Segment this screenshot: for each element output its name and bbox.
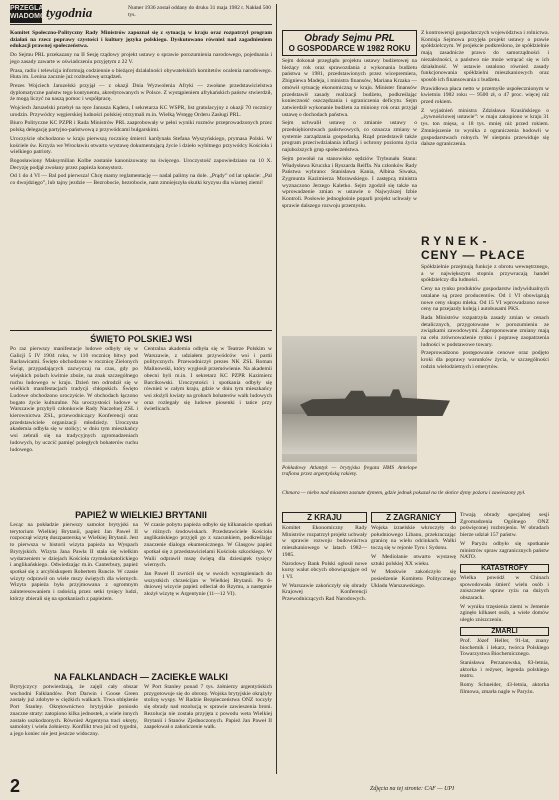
article-paragraph: Komitet Ekonomiczny Rady Ministrów rozpatrzył projekt uchwały w sprawie rozwoju budownictwa mieszkaniowego w latach 1982—1985. xyxy=(282,525,367,558)
article-paragraph: Narodowy Bank Polski ogłosił nowe kursy walut obcych obowiązujące od 1 VI. xyxy=(282,560,367,580)
article-paragraph: Lecąc na pokładzie pierwszy samolot brytyjski na terytorium Wielkiej Brytanii, papież Jan Paweł II rozpoczął wizytę duszpasterską w Wielkiej Brytanii. Jest to pierwsza w historii wizyta papieża na Wyspach Brytyjskich. Wizyta Jana Pawła II stała się wielkim wydarzeniem w dziejach Kościoła rzymskokatolickiego i anglikańskiego. Odwiedzając m.in. Canterbury, papież spotkał się z arcybiskupem Robertem Runcie. W czasie wizyty odprawił on wiele mszy świętych dla wiernych. Wizyta papieża była przyjmowana z ogromnym zainteresowaniem i radością przez setki tysięcy ludzi, którzy zbierali się na spotkaniach z papieżem. xyxy=(10,522,138,602)
article-paragraph: W Moskwie zakończyło się posiedzenie Komitetu Politycznego Układu Warszawskiego. xyxy=(371,569,456,589)
article-paragraph: Sejm powołał na stanowisko sędziów Trybunału Stanu: Władysława Kruczka i Ryszarda Reiffa. Na członków Rady Państwa wybrano: Stanisława Kania, Albina Siwaka, Zygmunta Kazimierza Morawskiego. I zastępcą ministra wyznaczono Jerzego Kaletko. Sejm zgodził się także na wprowadzenie zmian w ustawie o Najwyższej Izbie Kontroli. Posłowie jednogłośnie poparli projekt uchwały w sprawie dalszego rozwoju przemysłu. xyxy=(282,155,417,209)
article-paragraph: Z kontrowersji gospodarczych województwa i rolnictwa. Komisja Sejmowa przyjęła projekt ustawy o prawie spółdzielczym. W projekcie podkreślono, że spółdzielnie mają zasadnicze prawo do samorządności i niezależności, a państwo nie może wtrącać się w ich działalność. W ustawie ustalono również zasady funkcjonowania spółdzielni mieszkaniowych oraz sposób ich finansowania z budżetu. xyxy=(421,30,549,83)
news-item: Do Sejmu PRL przekazany na II Sesję rządowy projekt ustawy o sprawie porozumienia narodowego, pojednania i jego zasady zawarte w oświadczeniu przyjętym z 22 V. xyxy=(10,52,272,65)
article-paragraph: Przeprowadzono postępowanie cenowe oraz podjęto kroki dla poprawy warunków życia, w szczególności rodzin wielodzietnych i emerytów. xyxy=(421,350,549,370)
article-title-box xyxy=(282,30,417,56)
article-wsi xyxy=(10,334,272,453)
news-item: Prasa, radio i telewizja informują codziennie o bieżącej działalności obywatelskich komitetów ocalenia narodowego. Huta im. Lenina zacznie już rozbudowę urządzeń. xyxy=(10,67,272,81)
article-title: PAPIEŻ W WIELKIEJ BRYTANII xyxy=(75,510,207,520)
article-paragraph: Trwają obrady specjalnej sesji Zgromadzenia Ogólnego ONZ poświęconej rozbrojeniu. W obradach bierze udział 157 państw. xyxy=(460,512,549,539)
article-paragraph: Romy Schneider, 43-letnia, aktorka filmowa, zmarła nagle w Paryżu. xyxy=(460,682,549,695)
article-paragraph: Po raz pierwszy manifestacje ludowe odbyły się w Galicji 5 IV 1904 roku, w 110 rocznicę bitwy pod Racławicami. Święto obchodzone w rocznicę Zielonych Świąt, przypadających zazwyczaj na czas, gdy po wiejskich polach kwitnie zboże, na znak szczególnego ruchu ludowego w kraju. Dzień ten odrodził się w wielkich manifestacjach tradycji chłopskich. Święto Ludowe obchodzono uroczyście. W obchodach łączono bogato życie kulturalne. Na uroczystości ludowe w Warszawie przybyli członkowie Rady Naczelnej ZSL i kierownictwa ZSL, przewodniczący Konferencji oraz przedstawiciele organizacji młodzieży. Uroczysta akademia odbyła się w stolicy; w dniu tym mieszkańcy wsi zebrali się na tradycyjnych zgromadzeniach ludowych, by uczcić pamięć poległych bohaterów ruchu ludowego. xyxy=(10,346,138,453)
article-paragraph: Sejm uchwalił ustawę o zmianie ustawy o przedsiębiorstwach państwowych, co oznacza zmiany w systemie zarządzania gospodarką. Rząd przedstawił także program przeciwdziałania inflacji i ochrony poziomu życia najuboższych grup społeczeństwa. xyxy=(282,120,417,154)
article-paragraph: Centralna akademia odbyła się w Teatrze Polskim w Warszawie, z udziałem przywódców wsi i partii politycznych. Przewodniczył prezes NK ZSL Roman Malinowski, który wygłosił przemówienie. Na akademii obecni byli m.in. I sekretarz KC PZPR Kazimierz Barcikowski. Uroczystości i spotkania odbyły się również w całym kraju, gdzie w dniu tym mieszkańcy wsi złożyli kwiaty na grobach bohaterów walk ludowych oraz rozlegały się ludowe piosenki i tańce przy świetlicach. xyxy=(144,346,272,413)
right-bottom-column xyxy=(460,512,549,774)
article-title: CENY — PŁACE xyxy=(421,248,526,262)
article-title: RYNEK- xyxy=(421,234,491,248)
logo: PRZEGLĄD WIADOMOŚCI xyxy=(10,4,42,23)
article-title: ŚWIĘTO POLSKIEJ WSI xyxy=(90,334,192,344)
page-number: 2 xyxy=(10,776,21,796)
article-paragraph: W Mediolanie otwarto wystawę sztuki polskiej XX wieku. xyxy=(371,553,456,567)
article-subtitle: O GOSPODARCE W 1982 ROKU xyxy=(288,44,411,53)
article-paragraph: W czasie pobytu papieża odbyło się kilkanaście spotkań w różnych środowiskach. Przedstawiciele Kościoła anglikańskiego przyjęli go z szacunkiem, podkreślając znaczenie dialogu ekumenicznego. W Glasgow papież spotkał się z przedstawicielami Kościoła szkockiego. W Walii odprawił mszę świętą dla dziesiątek tysięcy wiernych. xyxy=(144,522,272,569)
article-paragraph: Sejm dokonał przeglądu projektu ustawy budżetowej na bieżący rok oraz sprawozdania z wykonania budżetu państwa w 1981, przedstawionych przez wicepremiera, Zbigniewa Madeja, i ministra finansów, Mariana Krzaka — omówił sytuację ekonomiczną w kraju. Minister finansów przedstawił zasady realizacji budżetu, podkreślając konieczność oszczędzania i ograniczenia deficytu. Sejm zatwierdził wykonanie budżetu za miniony rok oraz przyjął ustawę o dochodach państwa. xyxy=(282,58,417,118)
right-column xyxy=(421,30,549,230)
photo-credit: Zdjęcia na tej stronie: CAF — UPI xyxy=(370,786,455,792)
article-title: Z KRAJU xyxy=(282,512,367,523)
article-paragraph: Brytyjczycy potwierdzają, że zajęli cały obszar wschodni Falklandów. Port Darwin i Goose Green zostały już zdobyte w ciężkich walkach. Trwa oblężenie Port Stanley. Okrętownictwo brytyjskie poniosło znaczne straty: zatopiono kilka jednostek, a wiele innych zostało uszkodzonych. Również Argentyna traci okręty, samoloty i wielu żołnierzy. Konflikt trwa już od tygodni, a jego koniec nie jest jeszcze widoczny. xyxy=(10,684,138,737)
news-item: Od 1 do 4 VI — Bal pod pierwsza! Chcę mamy reglamentację — nadal palimy na dole. „Prądy” od lat upłacie: „Pal co dwojdzięgo”, lub tajny jezdzie — Bezrobocie, bezrobocie, nam zmniejszyła skutki kryzysu dla wiarnej ziemi! xyxy=(10,173,272,187)
article-paragraph: Prawidłowa płaca netto w przemyśle uspołecznionym w kwietniu 1982 roku — 9500 zł, o 47 proc. więcej niż przed rokiem. xyxy=(421,85,549,106)
article-paragraph: Ceny na rynku produktów gospodarstw indywidualnych ustalane są przez producentów. Od 1 VI obowiązują nowe ceny skupu mleka. Od 15 VI wprowadzono nowe ceny na przejazdy koleją i autobusami PKS. xyxy=(421,286,549,313)
news-item: Bogosławiony Maksymilian Kolbe zostanie kanonizowany na święcego. Uroczystość zapowiedziano na 10 X. Decyzję podjął zwołany przez papieża konsystorz. xyxy=(10,157,272,171)
article-obrady xyxy=(282,30,417,330)
article-paragraph: W wyniku trzęsienia ziemi w Jemenie zginęło kilkaset osób, a wiele domów uległo zniszczeniu. xyxy=(460,603,549,624)
logo-script: tygodnia xyxy=(46,5,93,20)
ship-photo xyxy=(282,336,417,462)
article-paragraph: Wojska izraelskie wkroczyły do południowego Libanu, przekraczając granicę na wielu odcinkach. Walki toczą się w rejonie Tyru i Sydonu. xyxy=(371,525,456,552)
article-title: NA FALKLANDACH — ZACIEKŁE WALKI xyxy=(54,672,228,682)
issue-line: Numer 1936 został oddany do druku 31 maja 1982 r. Nakład 500 tys. xyxy=(128,5,271,18)
article-zagranica xyxy=(371,512,456,774)
article-paragraph: W Warszawie zakończyły się obrady Krajowej Konferencji Przewodniczących Rad Narodowych. xyxy=(282,582,367,603)
news-item: Uroczyście obchodzono w kraju pierwszą rocznicę śmierci kardynała Stefana Wyszyńskiego, prymasa Polski. W kościele św. Krzyża we Wrocławiu otwarto wystawę dokumentującą życie i dzieło wybitnego przywódcy Kościoła i wielkiego patrioty. xyxy=(10,135,272,156)
article-paragraph: Wielka powódź w Chinach spowodowała śmierć wielu osób i zniszczenie upraw ryżu na dużych obszarach. xyxy=(460,574,549,602)
article-title: KATASTROFY xyxy=(460,564,549,573)
article-papiez xyxy=(10,510,272,670)
sea-shape xyxy=(282,414,417,454)
news-item: Prezes Wojciech Jaruzelski przyjął — z okazji Dnia Wyzwolenia Afryki — zwołane przedstawicielstwa dyplomatyczne państw tego kontynentu, akredytowanych w Polsce. Z wystąpieniem afrykańskich państw stwierdził, że mogą liczyć na naszą pomoc i współpracę. xyxy=(10,82,272,103)
column-rule xyxy=(276,4,277,774)
article-title: Obrady Sejmu PRL xyxy=(304,33,395,44)
article-paragraph: Jan Paweł II zwrócił się w swoich wystąpieniach do wszystkich chrześcijan w Wielkiej Brytanii. Po 6-dniowej wizycie papież odleciał do Rzymu, a następnie złożył wizytę w Argentynie (11—12 VI). xyxy=(144,570,272,598)
article-paragraph: Spółdzielnie przejmują funkcje z obrotu wewnętrznego, a w największym stopniu przywracają handel spółdzielczy dla ludności. xyxy=(421,264,549,284)
article-zkraju xyxy=(282,512,367,774)
chmury-caption: Chmara — niebo nad miastem zasnute dymem, gdzie jednak pokazał na tle słońce dymy pożaru i zawieszony pył. xyxy=(282,490,526,496)
article-title: ZMARLI xyxy=(460,627,549,636)
article-paragraph: Rada Ministrów rozpatrzyła zasady zmian w cenach detalicznych, przygotowane w porozumieniu ze związkami zawodowymi. Zaproponowane zmiany mają na celu zrównoważenie rynku i poprawę zaopatrzenia ludności w podstawowe towary. xyxy=(421,314,549,348)
article-paragraph: Prof. Józef Heller, 91-lat, znany biochemik i lekarz, twórca Polskiego Towarzystwa Biochemicznego. xyxy=(460,637,549,658)
news-item: Wojciech Jaruzelski przebył na ręce Janusza Kądera, I sekretarza KC WSPR, list gratulacyjny z okazji 70 rocznicy urodzin. Przywódcy węgierskiej ludności polskiej otrzymali m.in. Wielką Wstęgę Orderu Zasługi PRL. xyxy=(10,105,272,118)
article-paragraph: Z wyjaśnień ministra Zdzisława Krasińskiego o „żywnościowej ustawie”: w maju zakupiono w kraju 31 tys. ton mięsa, o 18 tys. mniej niż przed rokiem. Zmniejszenie to wynika z ograniczenia hodowli w gospodarstwach rolnych. W sierpniu przewiduje się dalsze ograniczenia. xyxy=(421,107,549,148)
article-rynek xyxy=(421,234,549,394)
divider xyxy=(10,330,272,331)
news-item: Komitet Społeczno-Polityczny Rady Ministrów zapoznał się z sytuacją w kraju oraz rozpatrzył program działań na rzecz poprawy czystości i kultury języka polskiego. Dyskutowano również nad zagadnieniem edukacji prawnej społeczeństwa. xyxy=(10,30,272,50)
article-title: Z ZAGRANICY xyxy=(371,512,456,523)
news-item: Biuro Polityczne KC PZPR i Rada Ministrów PRL zaaprobowały w pełni wyniki rozmów przeprowadzonych przez polską delegację partyjno-państwową z przywódcami bułgarskimi. xyxy=(10,120,272,134)
photo-caption: Pokładowy Atlantyk — brytyjska fregata HMS Antelope trafiona przez argentyńską rakietę. xyxy=(282,465,417,478)
news-bulletin xyxy=(10,30,272,328)
article-paragraph: W Paryżu odbyło się spotkanie ministrów spraw zagranicznych państw NATO. xyxy=(460,540,549,561)
masthead xyxy=(10,4,272,25)
article-paragraph: W Port Stanley ponad 7 tys. żołnierzy argentyńskich przygotowuje się do obrony. Wojska brytyjskie okrążyły stolicę wyspy. W Radzie Bezpieczeństwa ONZ toczyły się obrady nad rezolucją w sprawie zawieszenia broni. Rezolucja nie została przyjęta z powodu weta Wielkiej Brytanii i Stanów Zjednoczonych. Papież Jan Paweł II zaapelował o zakończenie walk. xyxy=(144,684,272,731)
article-falklandy xyxy=(10,672,272,778)
article-paragraph: Stanisława Perzanowska, 83-letnia, aktorka i reżyser, legenda polskiego teatru. xyxy=(460,659,549,680)
